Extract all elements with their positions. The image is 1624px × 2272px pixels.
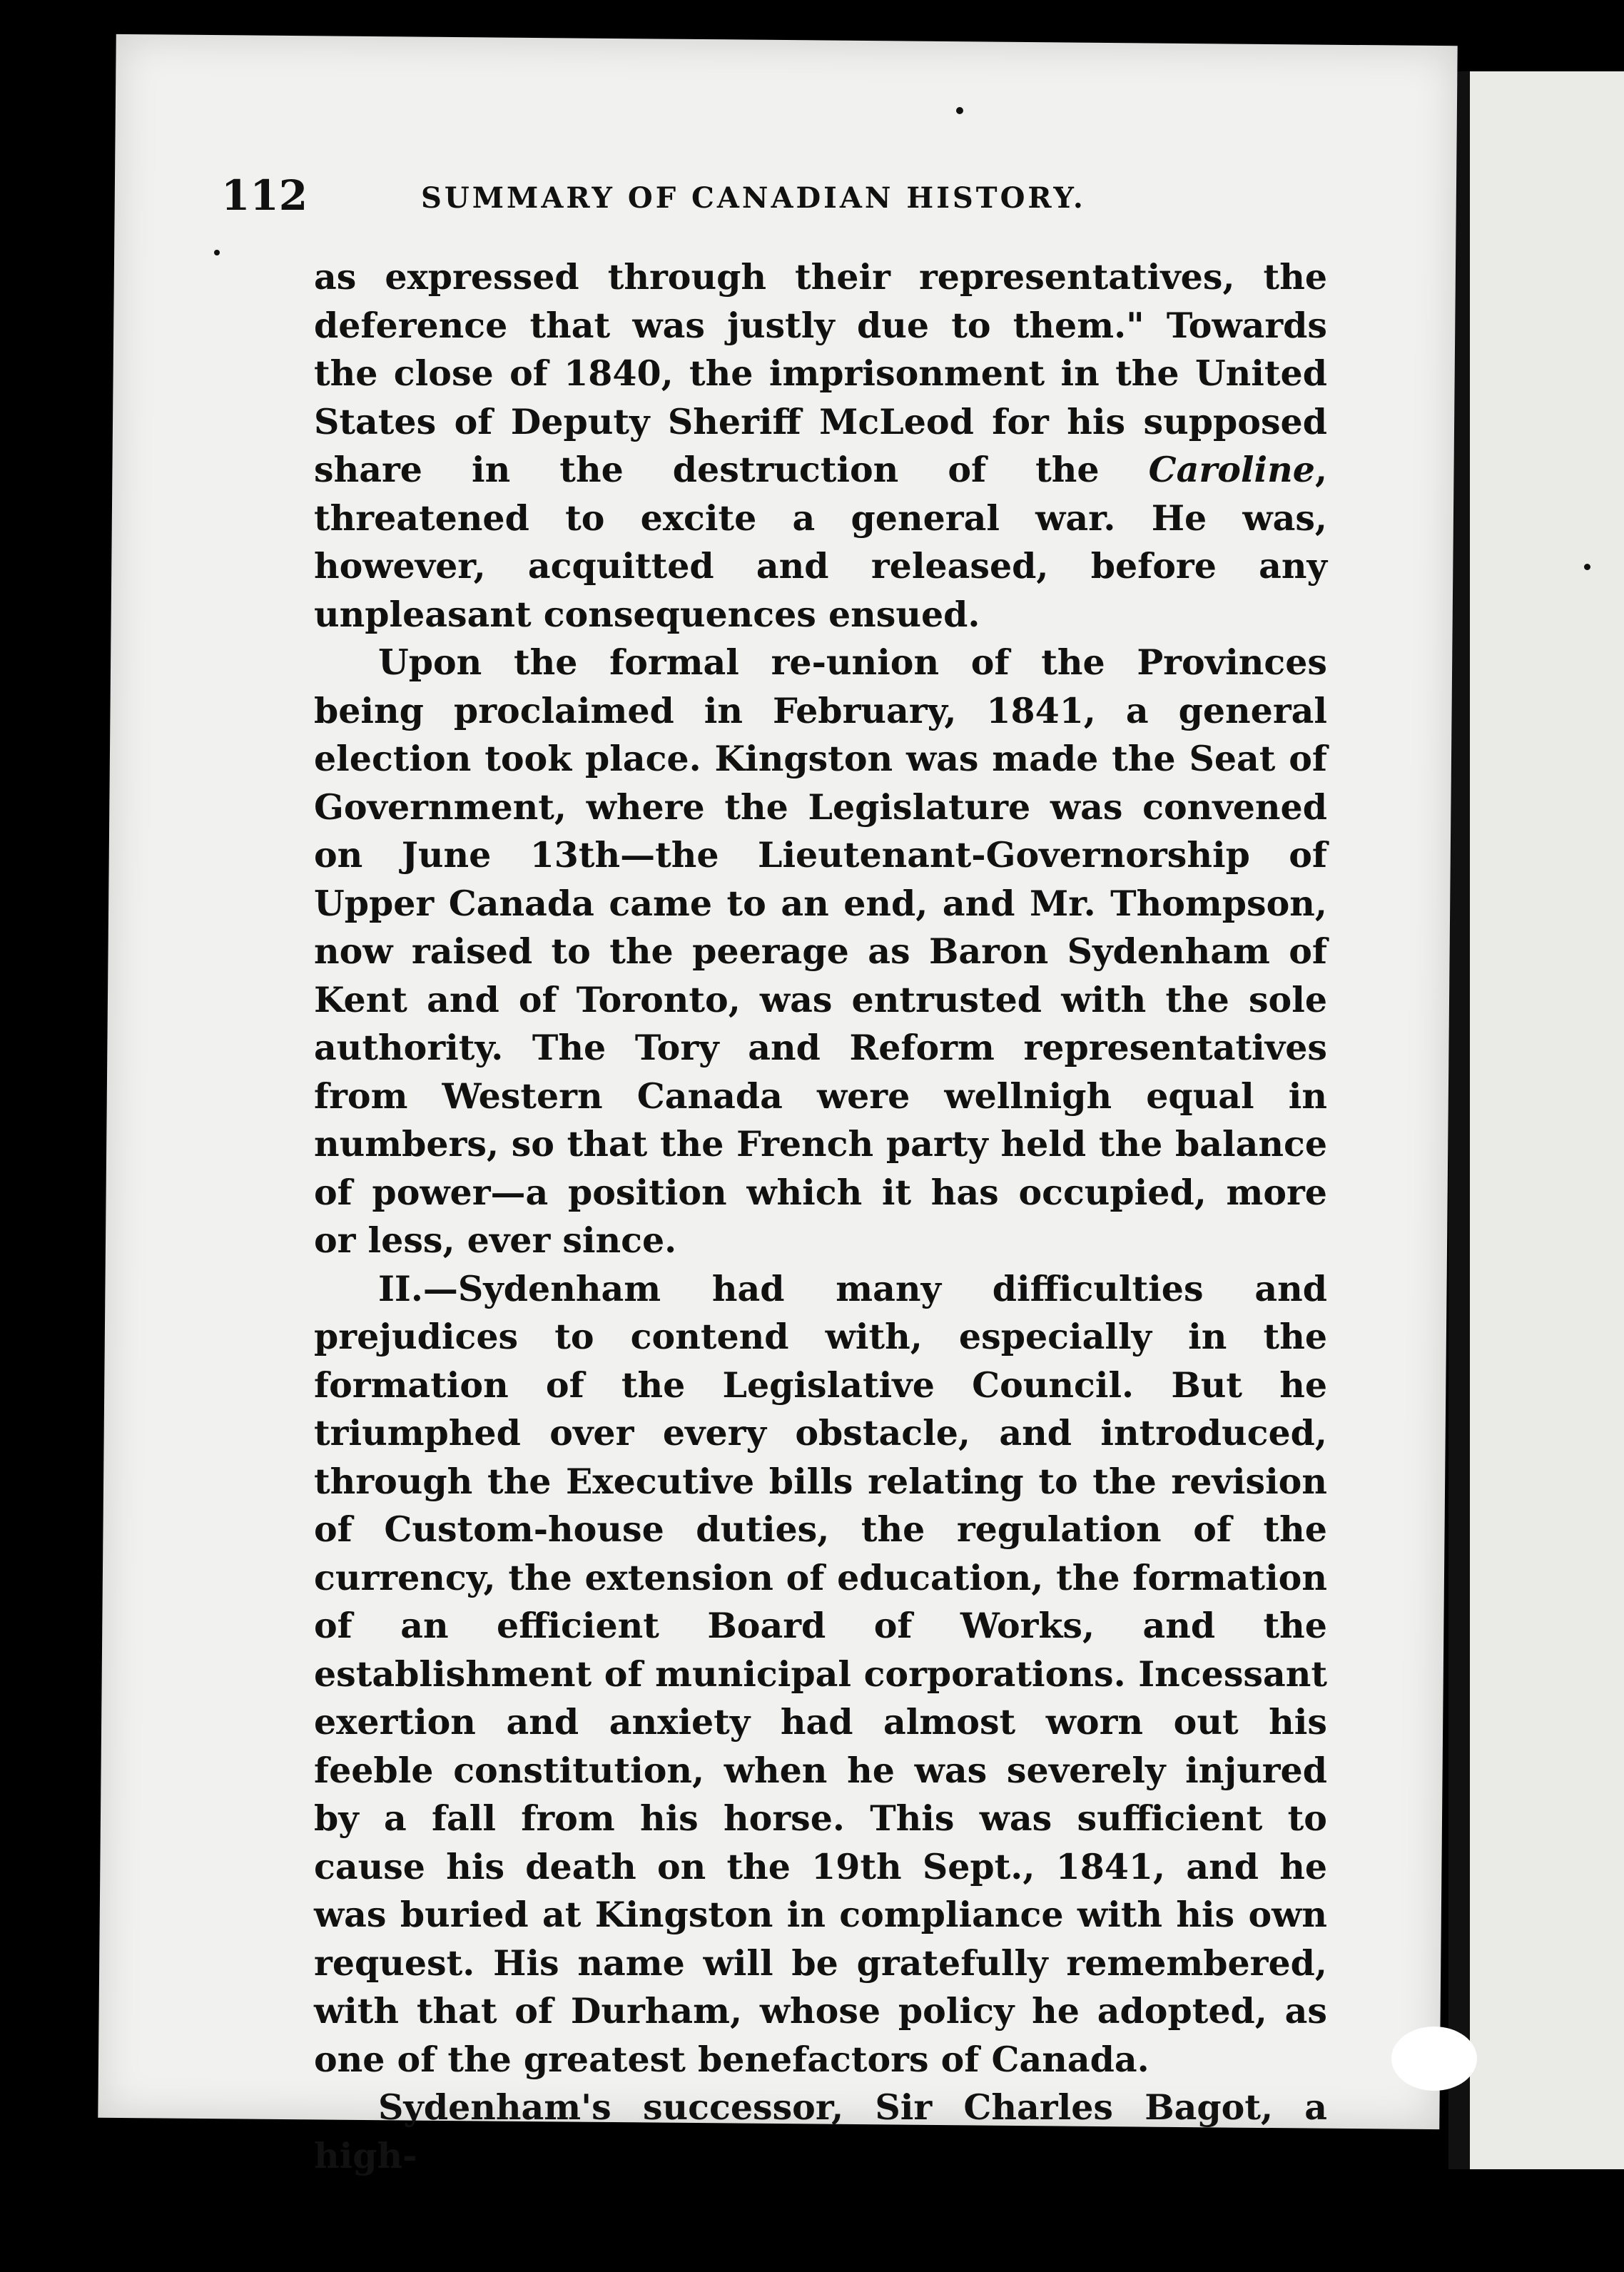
scan-blot bbox=[1391, 2027, 1477, 2091]
running-head: SUMMARY OF CANADIAN HISTORY. bbox=[421, 181, 1086, 215]
paragraph-1-end: , threatened to excite a general war. He was, however, acquitted and released, before any unpleasant consequences ensued. bbox=[314, 449, 1328, 635]
paragraph-1 bbox=[314, 253, 1327, 639]
paragraph-1-text: as expressed through their representatives, the deference that was justly due to them." Towards the close of 1840, the imprisonment in the United States of Deputy Sheriff McLeod for his supposed share in the destruction of the bbox=[314, 256, 1327, 490]
scan-speck bbox=[956, 107, 963, 114]
paragraph-3: II.—Sydenham had many difficulties and prejudices to contend with, especially in the formation of the Legislative Council. But he triumphed over every obstacle, and introduced, through the Executive bills relating to the revision of Custom-house duties, the regulation of the currency, the extension of education, the formation of an efficient Board of Works, and the establishment of municipal corporations. Incessant exertion and anxiety had almost worn out his feeble constitution, when he was severely injured by a fall from his horse. This was sufficient to cause his death on the 19th Sept., 1841, and he was buried at Kingston in compliance with his own request. His name will be gratefully remembered, with that of Durham, whose policy he adopted, as one of the greatest benefactors of Canada. bbox=[314, 1267, 1327, 2080]
ship-name: Caroline bbox=[1148, 449, 1315, 490]
page-header bbox=[221, 171, 1327, 235]
page-number: 112 bbox=[221, 171, 308, 220]
paragraph-2: Upon the formal re-union of the Provinces being proclaimed in February, 1841, a general election took place. Kingston was made the Seat of Government, where the Legislature was convened on June 13th—the Lieutenant-Governorship of Upper Canada came to an end, and Mr. Thompson, now raised to the peerage as Baron Sydenham of Kent and of Toronto, was entrusted with the sole authority. The Tory and Reform representatives from Western Canada were wellnigh equal in numbers, so that the French party held the balance of power—a position which it has occupied, more or less, ever since. bbox=[314, 641, 1327, 1261]
page-body bbox=[314, 253, 1327, 2180]
paragraph-4: Sydenham's successor, Sir Charles Bagot, a high- bbox=[314, 2086, 1327, 2176]
scan-speck bbox=[1584, 564, 1590, 570]
adjacent-page-edge bbox=[1448, 71, 1624, 2169]
scan-speck bbox=[214, 250, 220, 255]
